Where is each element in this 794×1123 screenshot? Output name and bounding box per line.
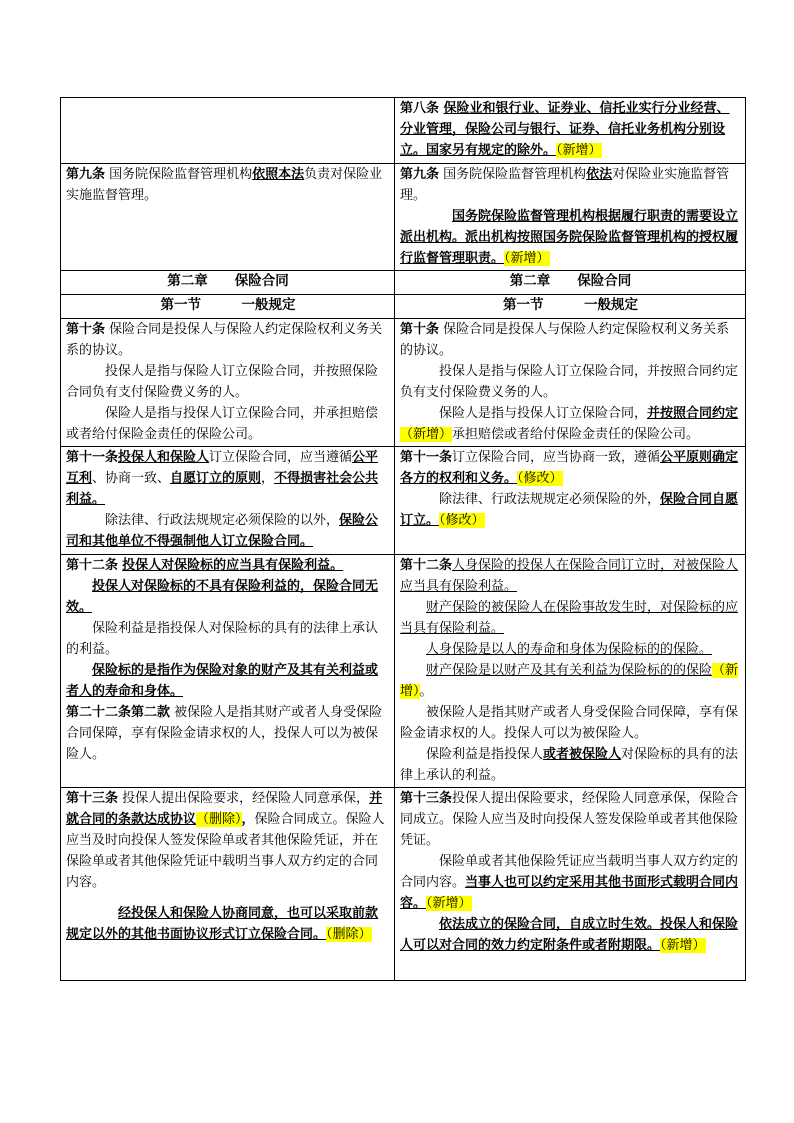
paragraph <box>66 702 390 765</box>
paragraph <box>400 788 741 851</box>
text-span: 。 <box>419 684 433 699</box>
text-span: 保险公司和其他单位不得强制他人订立保险合同。 <box>66 513 379 549</box>
article-label: 第十一条 <box>400 450 453 465</box>
text-span: 保险标的是指作为保险对象的财产及其有关利益或者人的寿命和身体。 <box>66 663 379 699</box>
text-span: 保险合同自愿订立。 <box>400 492 739 528</box>
change-tag: （新增） <box>660 938 706 953</box>
paragraph <box>66 164 390 206</box>
text-span: 人身保险是以人的寿命和身体为保险标的的保险。 <box>426 642 713 657</box>
table-row <box>61 164 746 271</box>
change-tag: （删除） <box>326 927 372 942</box>
text-span: 投保人对保险标的不具有保险利益的，保险合同无效。 <box>66 579 379 615</box>
table-row <box>61 555 746 788</box>
paragraph <box>400 660 741 702</box>
text-span: 国务院保险监督管理机构 <box>105 167 253 182</box>
text-span: 或者被保险人 <box>543 747 622 762</box>
chapter-heading: 第二章 保险合同 <box>61 271 395 295</box>
change-tag: （删除） <box>196 812 242 827</box>
text-span: 财产保险是以财产及其有关利益为保险标的的保险 <box>426 663 713 678</box>
change-tag: （修改） <box>439 513 485 528</box>
text-span: 对保险业实施监督管理。 <box>400 167 730 203</box>
text-span: 保险业和银行业、证券业、信托业实行分业经营、分业管理，保险公司与银行、证券、信托业务机构分别设立。国家另有规定的除外。 <box>400 101 730 158</box>
paragraph <box>66 660 390 702</box>
change-tag: （新增） <box>426 896 472 911</box>
text-span: ， <box>261 471 275 486</box>
paragraph <box>66 576 390 618</box>
article-label: 第九条 <box>400 167 440 182</box>
paragraph <box>400 206 741 269</box>
text-span: 被保险人是指其财产或者人身受保险合同保障，享有保险金请求权的人，投保人可以为被保险人。 <box>66 705 383 762</box>
article-label: 第十条 <box>66 322 106 337</box>
article-label: 第二十二条第二款 <box>66 705 171 720</box>
change-tag: （新增） <box>504 251 550 266</box>
text-span: 投保人提出保险要求，经保险人同意承保，保险合同成立。保险人应当及时向投保人签发保险单或者其他保险凭证。 <box>400 791 739 848</box>
text-span: 当事人也可以约定采用其他书面形式载明合同内容。 <box>400 875 739 911</box>
old-text-cell <box>61 788 395 981</box>
text-span: 保险合同是投保人与保险人约定保险权利义务关系的协议。 <box>400 322 730 358</box>
article-label: 第九条 <box>66 167 106 182</box>
change-tag: （修改） <box>517 471 563 486</box>
table-row <box>61 295 746 319</box>
text-span: 依法成立的保险合同，自成立时生效。投保人和保险人可以对合同的效力约定附条件或者附期限。 <box>400 917 739 953</box>
comparison-table <box>60 97 746 981</box>
table-row <box>61 788 746 981</box>
text-span: 订立保险合同，应当协商一致，遵循 <box>452 450 661 465</box>
text-span: 公平原则确定各方的权利和义务。 <box>400 450 739 486</box>
text-span: 不得损害社会公共利益。 <box>66 471 379 507</box>
old-text-cell <box>61 164 395 271</box>
article-label: 第十二条 <box>400 558 453 573</box>
text-span: 除法律、行政法规规定必须保险的外， <box>439 492 661 507</box>
article-label: 第十一条 <box>66 450 119 465</box>
chapter-heading: 第二章 保险合同 <box>395 271 746 295</box>
paragraph: 保险人是指与投保人订立保险合同，并承担赔偿或者给付保险金责任的保险公司。 <box>66 406 379 442</box>
section-heading: 第一节 一般规定 <box>61 295 395 319</box>
article-label: 第八条 <box>400 101 444 116</box>
old-text-cell <box>61 555 395 788</box>
new-text-cell <box>395 319 746 447</box>
paragraph <box>400 744 741 786</box>
text-span: 依法 <box>586 167 613 182</box>
text-span: 投保人和保险人 <box>118 450 210 465</box>
paragraph <box>400 164 741 206</box>
old-text-cell <box>61 319 395 447</box>
text-span: 保险合同成立。保险人应当及时向投保人签发保险单或者其他保险凭证，并在保险单或者其他保险凭证中载明当事人双方约定的合同内容。 <box>66 812 385 890</box>
paragraph <box>400 447 741 489</box>
text-span: ， <box>241 812 255 827</box>
change-tag: （新增） <box>400 663 739 699</box>
paragraph: 被保险人是指其财产或者人身受保险合同保障，享有保险金请求权的人。投保人可以为被保险人。 <box>400 705 739 741</box>
article-label: 第十二条 <box>66 558 119 573</box>
table-row <box>61 271 746 295</box>
text-span: 订立保险合同，应当遵循 <box>209 450 353 465</box>
text-span: 公平互利 <box>66 450 379 486</box>
new-text-cell <box>395 555 746 788</box>
text-span: 依照本法 <box>252 167 305 182</box>
text-span: 保险利益是指投保人 <box>426 747 544 762</box>
paragraph <box>66 555 390 576</box>
text-span: 投保人对保险标的应当具有保险利益。 <box>122 558 344 573</box>
change-tag: （新增） <box>400 427 453 442</box>
paragraph <box>66 510 390 552</box>
paragraph <box>400 555 741 597</box>
change-tag: （新增） <box>556 143 602 158</box>
text-span: 对保险标的具有的法律上承认的利益。 <box>400 747 739 783</box>
text-span: 国务院保险监督管理机构根据履行职责的需要设立派出机构。派出机构按照国务院保险监督管理机构的授权履行监督管理职责。 <box>400 209 739 266</box>
new-text-cell <box>395 98 746 164</box>
old-text-cell <box>61 447 395 555</box>
paragraph <box>400 403 741 445</box>
text-span: 国务院保险监督管理机构 <box>439 167 587 182</box>
text-span: 人身保险的投保人在保险合同订立时，对被保险人应当具有保险利益。 <box>400 558 739 594</box>
text-span: 承担赔偿或者给付保险金责任的保险公司。 <box>452 427 700 442</box>
article-label: 第十条 <box>400 322 440 337</box>
article-label: 第十三条 <box>66 791 119 806</box>
paragraph: 保险利益是指投保人对保险标的具有的法律上承认的利益。 <box>66 621 379 657</box>
paragraph <box>400 319 741 361</box>
section-heading: 第一节 一般规定 <box>395 295 746 319</box>
table-row <box>61 447 746 555</box>
text-span: 负责对保险业实施监督管理。 <box>66 167 383 203</box>
text-span: 除法律、行政法规规定必须保险的以外， <box>105 513 340 528</box>
table-row <box>61 319 746 447</box>
paragraph <box>66 319 390 361</box>
text-span: 保险人是指与投保人订立保险合同， <box>439 406 648 421</box>
paragraph <box>400 639 741 660</box>
text-span: 投保人提出保险要求，经保险人同意承保， <box>118 791 370 806</box>
paragraph <box>400 914 741 956</box>
new-text-cell <box>395 788 746 981</box>
paragraph <box>66 447 390 510</box>
old-text-cell <box>61 98 395 164</box>
text-span: 保险单或者其他保险凭证应当载明当事人双方约定的合同内容。 <box>400 854 739 890</box>
paragraph <box>400 597 741 639</box>
new-text-cell <box>395 447 746 555</box>
new-text-cell <box>395 164 746 271</box>
text-span: 并按照合同约定 <box>647 406 739 421</box>
article-label: 第十三条 <box>400 791 453 806</box>
paragraph <box>400 98 741 161</box>
paragraph <box>66 788 390 893</box>
paragraph <box>66 903 390 945</box>
paragraph <box>400 851 741 914</box>
text-span: 经投保人和保险人协商同意，也可以采取前款规定以外的其他书面协议形式订立保险合同。 <box>66 906 379 942</box>
text-span: 保险合同是投保人与保险人约定保险权利义务关系的协议。 <box>66 322 383 358</box>
table-row <box>61 98 746 164</box>
paragraph: 投保人是指与保险人订立保险合同，并按照保险合同负有支付保险费义务的人。 <box>66 364 379 400</box>
text-span: 财产保险的被保险人在保险事故发生时，对保险标的应当具有保险利益。 <box>400 600 739 636</box>
text-span: 并就合同的条款达成协议 <box>66 791 383 827</box>
text-span: 自愿订立的原则 <box>170 471 262 486</box>
paragraph <box>400 489 741 531</box>
text-span: 、协商一致、 <box>92 471 171 486</box>
paragraph: 投保人是指与保险人订立保险合同，并按照合同约定负有支付保险费义务的人。 <box>400 364 739 400</box>
